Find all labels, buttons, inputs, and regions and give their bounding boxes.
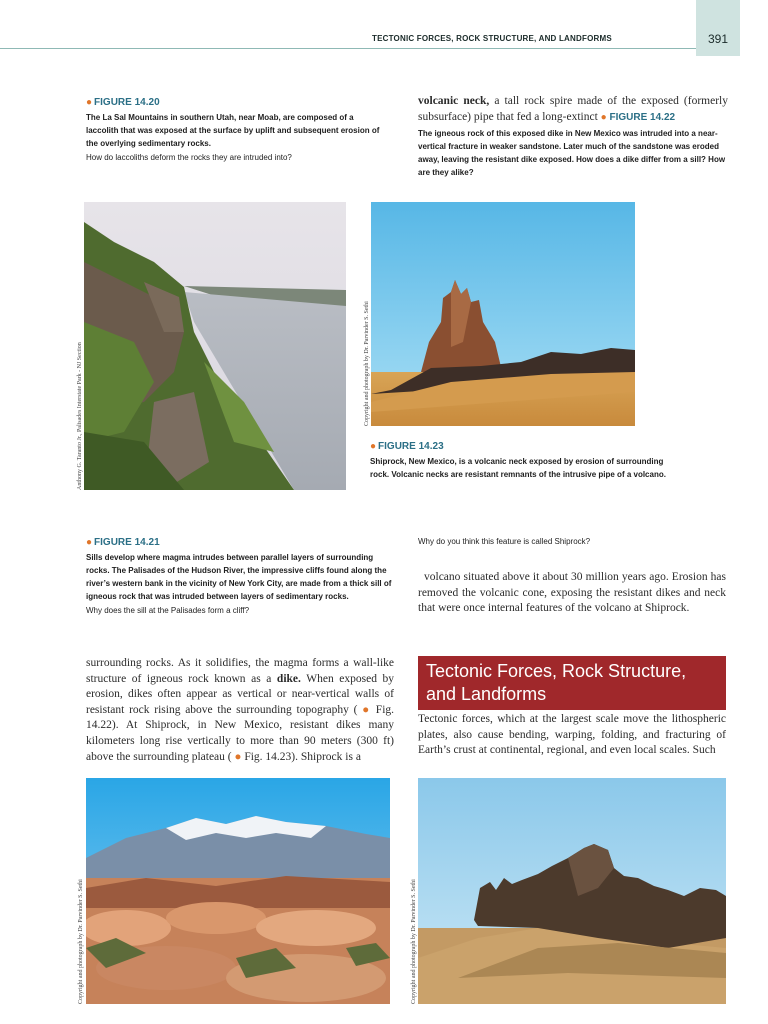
figure-14-22-caption <box>418 127 728 179</box>
figure-14-20-label: FIGURE 14.20 <box>94 97 160 108</box>
header-rule <box>0 48 696 49</box>
left-body-text: surrounding rocks. As it solidifies, the magma forms a wall-like structure of igneous rock known as a dike. When exposed by erosion, dikes often appear as vertical or near-vertical walls of resistant rock rising above the surrounding topography ( ● Fig. 14.22). At Shiprock, in New Mexico, resistant dikes many kilometers long rise vertically to more than 90 meters (300 ft) above the surrounding plateau ( ● Fig. 14.23). Shiprock is a <box>86 657 395 763</box>
figure-14-23-label: FIGURE 14.23 <box>378 441 444 452</box>
bullet-icon: ● <box>600 111 607 123</box>
figure-14-23-credit: Copyright and photograph by Dr. Parvinder S. Sethi <box>364 301 370 426</box>
page-number: 391 <box>707 32 729 46</box>
fig-ref-14-23: Fig. 14.23 <box>244 750 292 763</box>
right-top-text <box>418 94 728 125</box>
bullet-icon: ● <box>86 97 93 108</box>
bullet-icon: ● <box>370 441 377 452</box>
running-head: TECTONIC FORCES, ROCK STRUCTURE, AND LANDFORMS <box>372 34 612 43</box>
fig-ref-14-22: Fig. 14.22 <box>86 703 395 732</box>
figure-14-20-text: The La Sal Mountains in southern Utah, near Moab, are composed of a laccolith that was exposed at the surface by uplift and subsequent erosion of the overlying sedimentary rocks. <box>86 113 380 148</box>
figure-14-23-text: Shiprock, New Mexico, is a volcanic neck exposed by erosion of surrounding rock. Volcanic necks are resistant remnants of the intrusive pipe of a volcano. <box>370 457 666 479</box>
right-mid-text: volcano situated above it about 30 million years ago. Erosion has removed the volcanic cone, exposing the resistant dikes and neck that were once internal features of the volcano at Shiprock. <box>418 571 726 615</box>
figure-14-23-question: Why do you think this feature is called Shiprock? <box>418 537 591 546</box>
dike-photo <box>418 778 726 1004</box>
figure-14-22-text: The igneous rock of this exposed dike in New Mexico was intruded into a near-vertical fracture in weaker sandstone. Later much of the sandstone was eroded away, leaving the resistant dike exposed. How does a dike differ from a sill? How are they alike? <box>418 129 726 177</box>
section-body-text: Tectonic forces, which at the largest scale move the lithospheric plates, also cause bending, warping, folding, and fracturing of Earth’s crust at continental, regional, and even local scales. Such <box>418 713 726 757</box>
dike-term: dike. <box>276 672 301 685</box>
shiprock-photo <box>371 202 635 426</box>
bullet-icon: ● <box>234 750 242 763</box>
figure-14-21-text: Sills develop where magma intrudes between parallel layers of surrounding rocks. The Palisades of the Hudson River, the impressive cliffs found along the river’s western bank in the vicinity of New York City, are made from a thick sill of igneous rock that was intruded between layers of sedimentary rocks. <box>86 553 392 601</box>
la-sal-photo-credit: Copyright and photograph by Dr. Parvinder S. Sethi <box>78 879 84 1004</box>
figure-14-20-caption <box>86 96 386 164</box>
figure-14-21-caption <box>86 536 392 617</box>
figure-14-21-question: Why does the sill at the Palisades form a cliff? <box>86 606 250 615</box>
bullet-icon: ● <box>86 537 93 548</box>
dike-photo-credit: Copyright and photograph by Dr. Parvinder S. Sethi <box>411 879 417 1004</box>
figure-14-23-caption <box>370 440 670 481</box>
figure-14-20-question: How do laccoliths deform the rocks they are intruded into? <box>86 153 292 162</box>
figure-14-21-label: FIGURE 14.21 <box>94 537 160 548</box>
section-heading: Tectonic Forces, Rock Structure, and Landforms <box>418 656 726 710</box>
bullet-icon: ● <box>362 703 372 716</box>
figure-14-21-credit: Anthony G. Taranto Jr., Palisades Interstate Park - NJ Section <box>77 342 83 490</box>
palisades-photo <box>84 202 346 490</box>
right-top-text-body: a tall rock spire made of the exposed (formerly subsurface) pipe that fed a long-extinct <box>418 95 728 123</box>
figure-14-22-label: FIGURE 14.22 <box>609 111 676 123</box>
page-number-tab <box>696 0 740 56</box>
volcanic-neck-term: volcanic neck, <box>418 95 490 107</box>
la-sal-mountains-photo <box>86 778 390 1004</box>
